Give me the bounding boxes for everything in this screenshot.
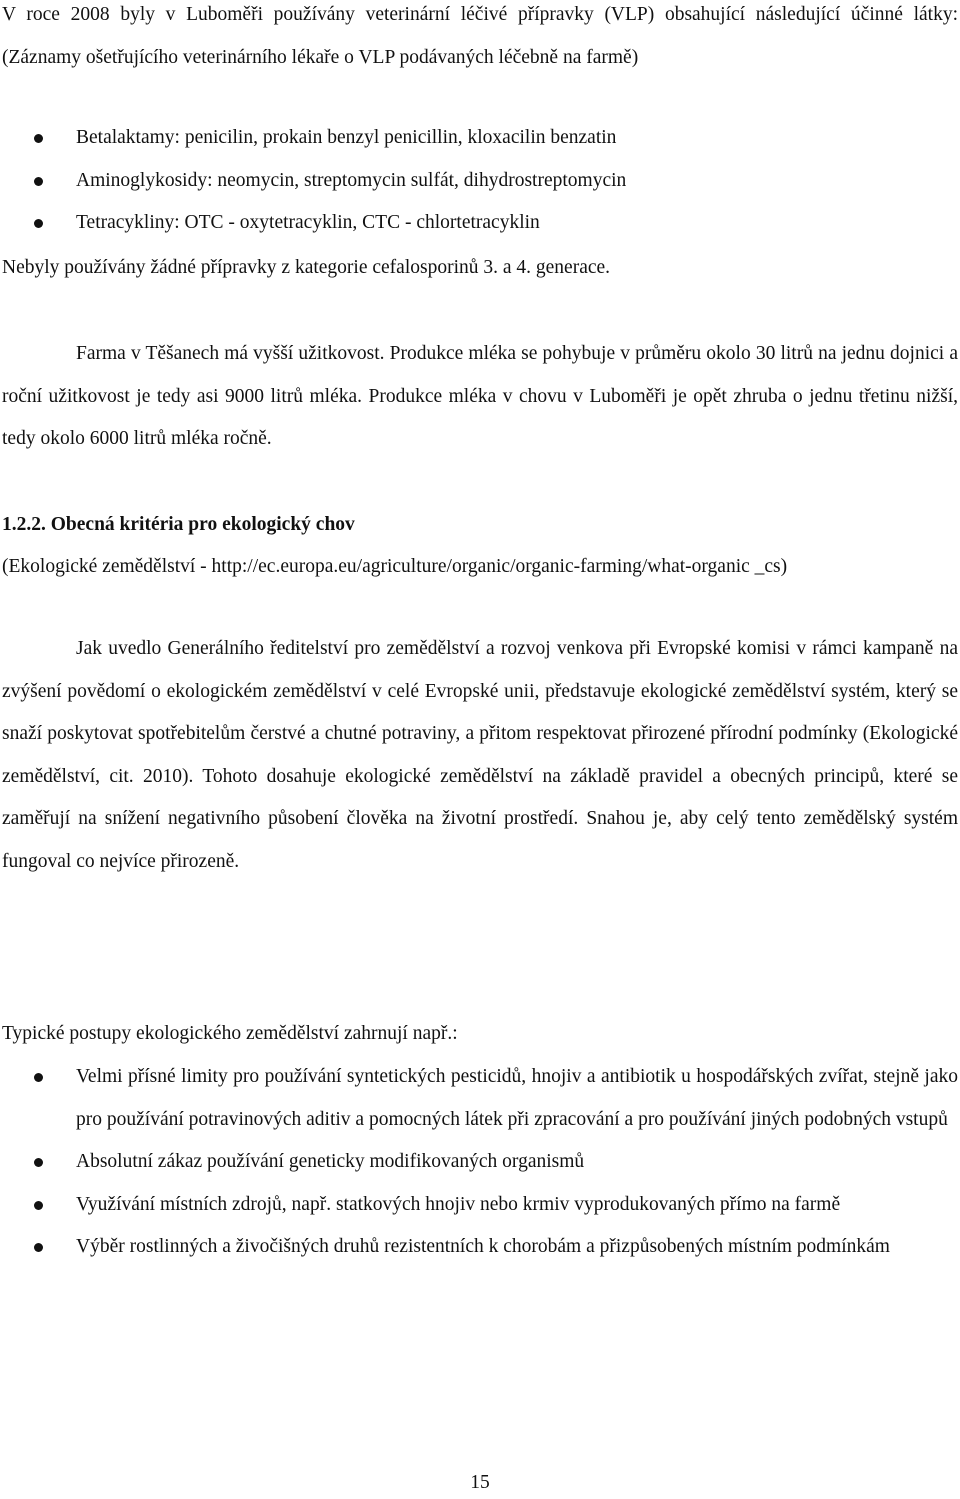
vlp-list <box>0 117 960 245</box>
list-item <box>0 160 960 203</box>
list-item-text: Absolutní zákaz používání geneticky modifikovaných organismů <box>76 1151 585 1172</box>
bullet-icon <box>34 134 43 143</box>
list-item <box>0 117 960 160</box>
cefalosporiny-note: Nebyly používány žádné přípravky z kategorie cefalosporinů 3. a 4. generace. <box>2 257 611 278</box>
bullet-icon <box>34 1243 43 1252</box>
section-title: Obecná kritéria pro ekologický chov <box>50 514 355 535</box>
list-item-text: Tetracykliny: OTC - oxytetracyklin, CTC - chlortetracyklin <box>76 212 540 233</box>
bullet-icon <box>34 1158 43 1167</box>
list-item <box>0 1056 960 1141</box>
list-item-text: Výběr rostlinných a živočišných druhů rezistentních k chorobám a přizpůsobených místním podmínkám <box>76 1236 890 1257</box>
farma-paragraph: Farma v Těšanech má vyšší užitkovost. Produkce mléka se pohybuje v průměru okolo 30 litrů na jednu dojnici a roční užitkovost je tedy asi 9000 litrů mléka. Produkce mléka v chovu v Luboměři je opět zhruba o jednu třetinu nižší, tedy okolo 6000 litrů mléka ročně. <box>2 343 958 449</box>
bullet-icon <box>34 1201 43 1210</box>
typicke-list <box>0 1056 960 1269</box>
list-item <box>0 202 960 245</box>
list-item-text: Aminoglykosidy: neomycin, streptomycin sulfát, dihydrostreptomycin <box>76 169 627 191</box>
list-item <box>0 1141 960 1184</box>
intro-paragraph: V roce 2008 byly v Luboměři používány veterinární léčivé přípravky (VLP) obsahující následující účinné látky: (Záznamy ošetřujícího veterinárního lékaře o VLP podávaných léčebně na farmě) <box>2 4 958 68</box>
list-item-text: Betalaktamy: penicilin, prokain benzyl penicillin, kloxacilin benzatin <box>76 127 617 148</box>
section-source: (Ekologické zemědělství - http://ec.europa.eu/agriculture/organic/organic-farming/what-organic _cs) <box>2 556 788 577</box>
bullet-icon <box>34 1073 43 1082</box>
list-item-text: Velmi přísné limity pro používání syntetických pesticidů, hnojiv a antibiotik u hospodářských zvířat, stejně jako pro používání potravinových aditiv a pomocných látek při zpracování a pro používání jiných podobných vstupů <box>76 1066 958 1130</box>
page-number: 15 <box>470 1472 490 1493</box>
jak-paragraph: Jak uvedlo Generálního ředitelství pro zemědělství a rozvoj venkova při Evropské komisi v rámci kampaně na zvýšení povědomí o ekologickém zemědělství v celé Evropské unii, představuje ekologické zemědělství systém, který se snaží poskytovat spotřebitelům čerstvé a chutné potraviny, a přitom respektovat přirozené přírodní podmínky (Ekologické zemědělství, cit. 2010). Tohoto dosahuje ekologické zemědělství na základě pravidel a obecných principů, které se zaměřují na snížení negativního působení člověka na životní prostředí. Snahou je, aby celý tento zemědělský systém fungoval co nejvíce přirozeně. <box>2 638 958 872</box>
list-item <box>0 1226 960 1269</box>
bullet-icon <box>34 219 43 228</box>
list-item-text: Využívání místních zdrojů, např. statkových hnojiv nebo krmiv vyprodukovaných přímo na farmě <box>76 1193 841 1215</box>
bullet-icon <box>34 177 43 186</box>
section-heading <box>2 504 355 547</box>
typicke-intro: Typické postupy ekologického zemědělství zahrnují např.: <box>2 1023 458 1044</box>
list-item <box>0 1184 960 1227</box>
section-number: 1.2.2. <box>2 514 46 535</box>
